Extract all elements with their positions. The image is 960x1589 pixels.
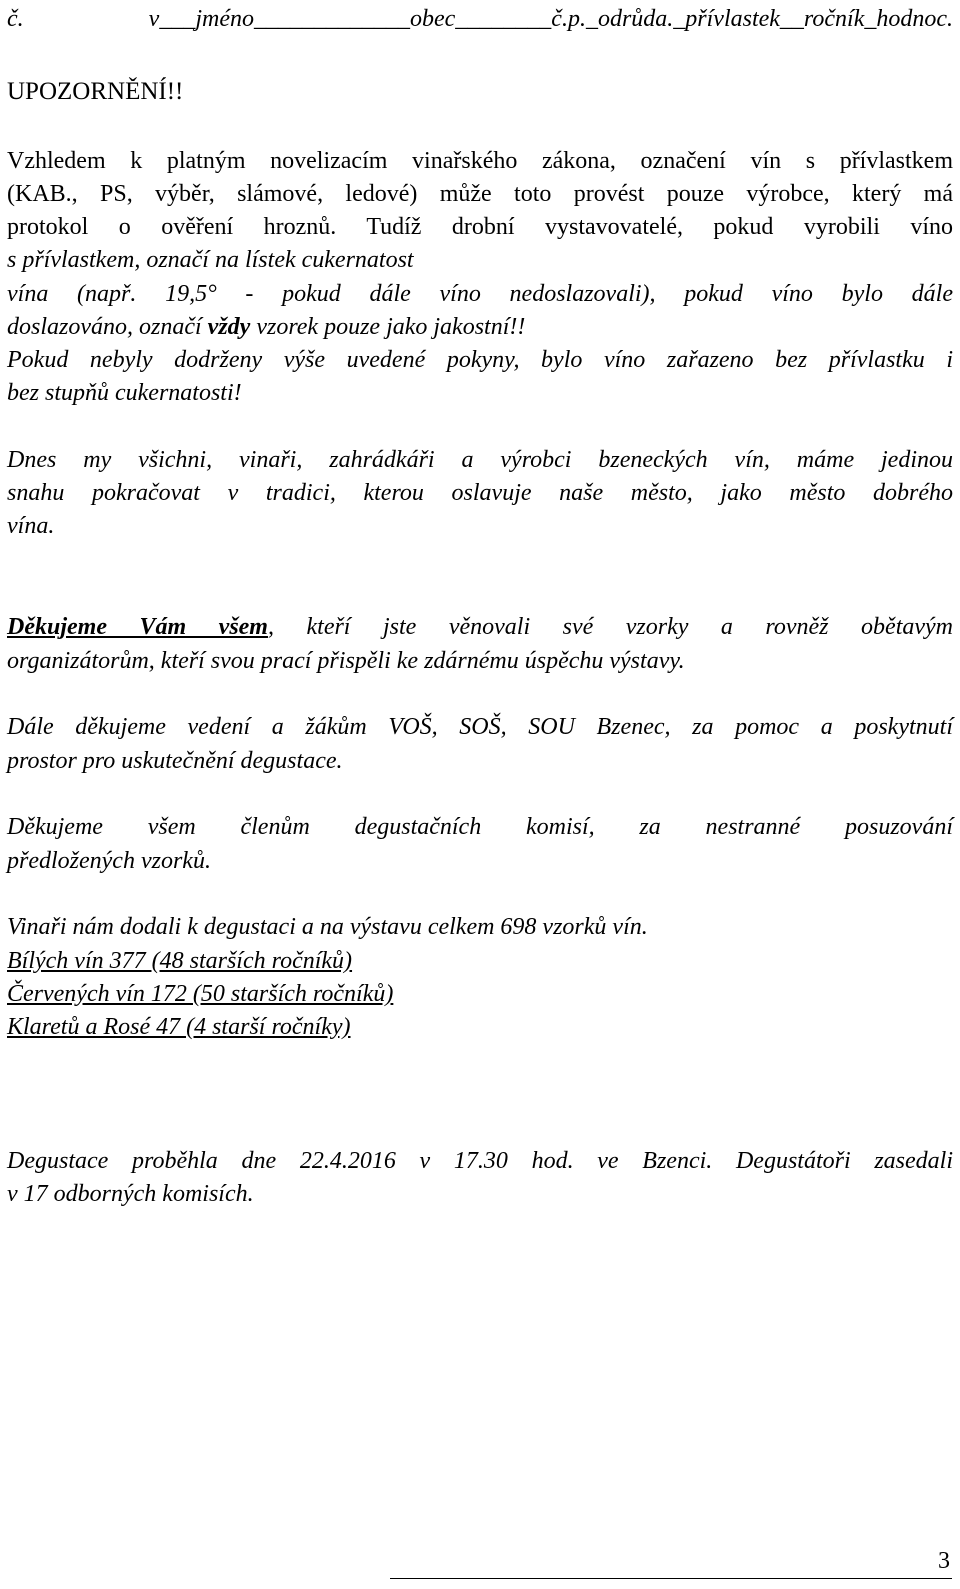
- page-number: 3: [938, 1548, 950, 1574]
- sample-total: Vinaři nám dodali k degustaci a na výstavu celkem 698 vzorků vín.: [7, 914, 648, 940]
- committee-thanks-line: Děkujeme všem členům degustačních komisí, za nestranné posuzování: [7, 814, 953, 840]
- notice-line: Pokud nebyly dodrženy výše uvedené pokyny, bylo víno zařazeno bez přívlastku i: [7, 347, 953, 373]
- notice-text: vzorek pouze jako jakostní!!: [250, 314, 526, 340]
- tradition-line: vína.: [7, 513, 55, 539]
- notice-text: doslazováno, označí: [7, 314, 208, 340]
- tasting-line: Degustace proběhla dne 22.4.2016 v 17.30 hod. ve Bzenci. Degustátoři zasedali: [7, 1148, 953, 1174]
- sample-count-rose: Klaretů a Rosé 47 (4 starší ročníky): [7, 1014, 351, 1040]
- notice-line: protokol o ověření hroznů. Tudíž drobní vystavovatelé, pokud vyrobili víno: [7, 214, 953, 240]
- notice-line: s přívlastkem, označí na lístek cukernatost: [7, 247, 414, 273]
- notice-line: [7, 311, 953, 343]
- tradition-line: snahu pokračovat v tradici, kterou oslavuje naše město, jako město dobrého: [7, 480, 953, 506]
- notice-heading: UPOZORNĚNÍ!!: [7, 78, 184, 105]
- school-thanks-line: prostor pro uskutečnění degustace.: [7, 748, 343, 774]
- notice-line: Vzhledem k platným novelizacím vinařského zákona, označení vín s přívlastkem: [7, 148, 953, 174]
- thanks-line: organizátorům, kteří svou prací přispěli ke zdárnému úspěchu výstavy.: [7, 648, 685, 674]
- thanks-text: , kteří jste věnovali své vzorky a rovněž obětavým: [267, 614, 953, 640]
- notice-line: bez stupňů cukernatosti!: [7, 380, 242, 406]
- entry-format-line: č. v___jméno_____________obec________č.p._odrůda._přívlastek__ročník_hodnoc.: [7, 6, 953, 32]
- footer-divider: [390, 1578, 952, 1579]
- sample-count-white: Bílých vín 377 (48 starších ročníků): [7, 948, 353, 974]
- committee-thanks-line: předložených vzorků.: [7, 848, 211, 874]
- notice-line: vína (např. 19,5° - pokud dále víno nedoslazovali), pokud víno bylo dále: [7, 281, 953, 307]
- tradition-line: Dnes my všichni, vinaři, zahrádkáři a výrobci bzeneckých vín, máme jedinou: [7, 447, 953, 473]
- thanks-emphasis: Děkujeme Vám všem: [7, 614, 268, 640]
- notice-line: (KAB., PS, výběr, slámové, ledové) může toto provést pouze výrobce, který má: [7, 181, 953, 207]
- school-thanks-line: Dále děkujeme vedení a žákům VOŠ, SOŠ, SOU Bzenec, za pomoc a poskytnutí: [7, 714, 953, 740]
- sample-count-red: Červených vín 172 (50 starších ročníků): [7, 981, 394, 1007]
- thanks-line: [7, 611, 953, 643]
- notice-emphasis: vždy: [207, 314, 251, 340]
- tasting-line: v 17 odborných komisích.: [7, 1181, 254, 1207]
